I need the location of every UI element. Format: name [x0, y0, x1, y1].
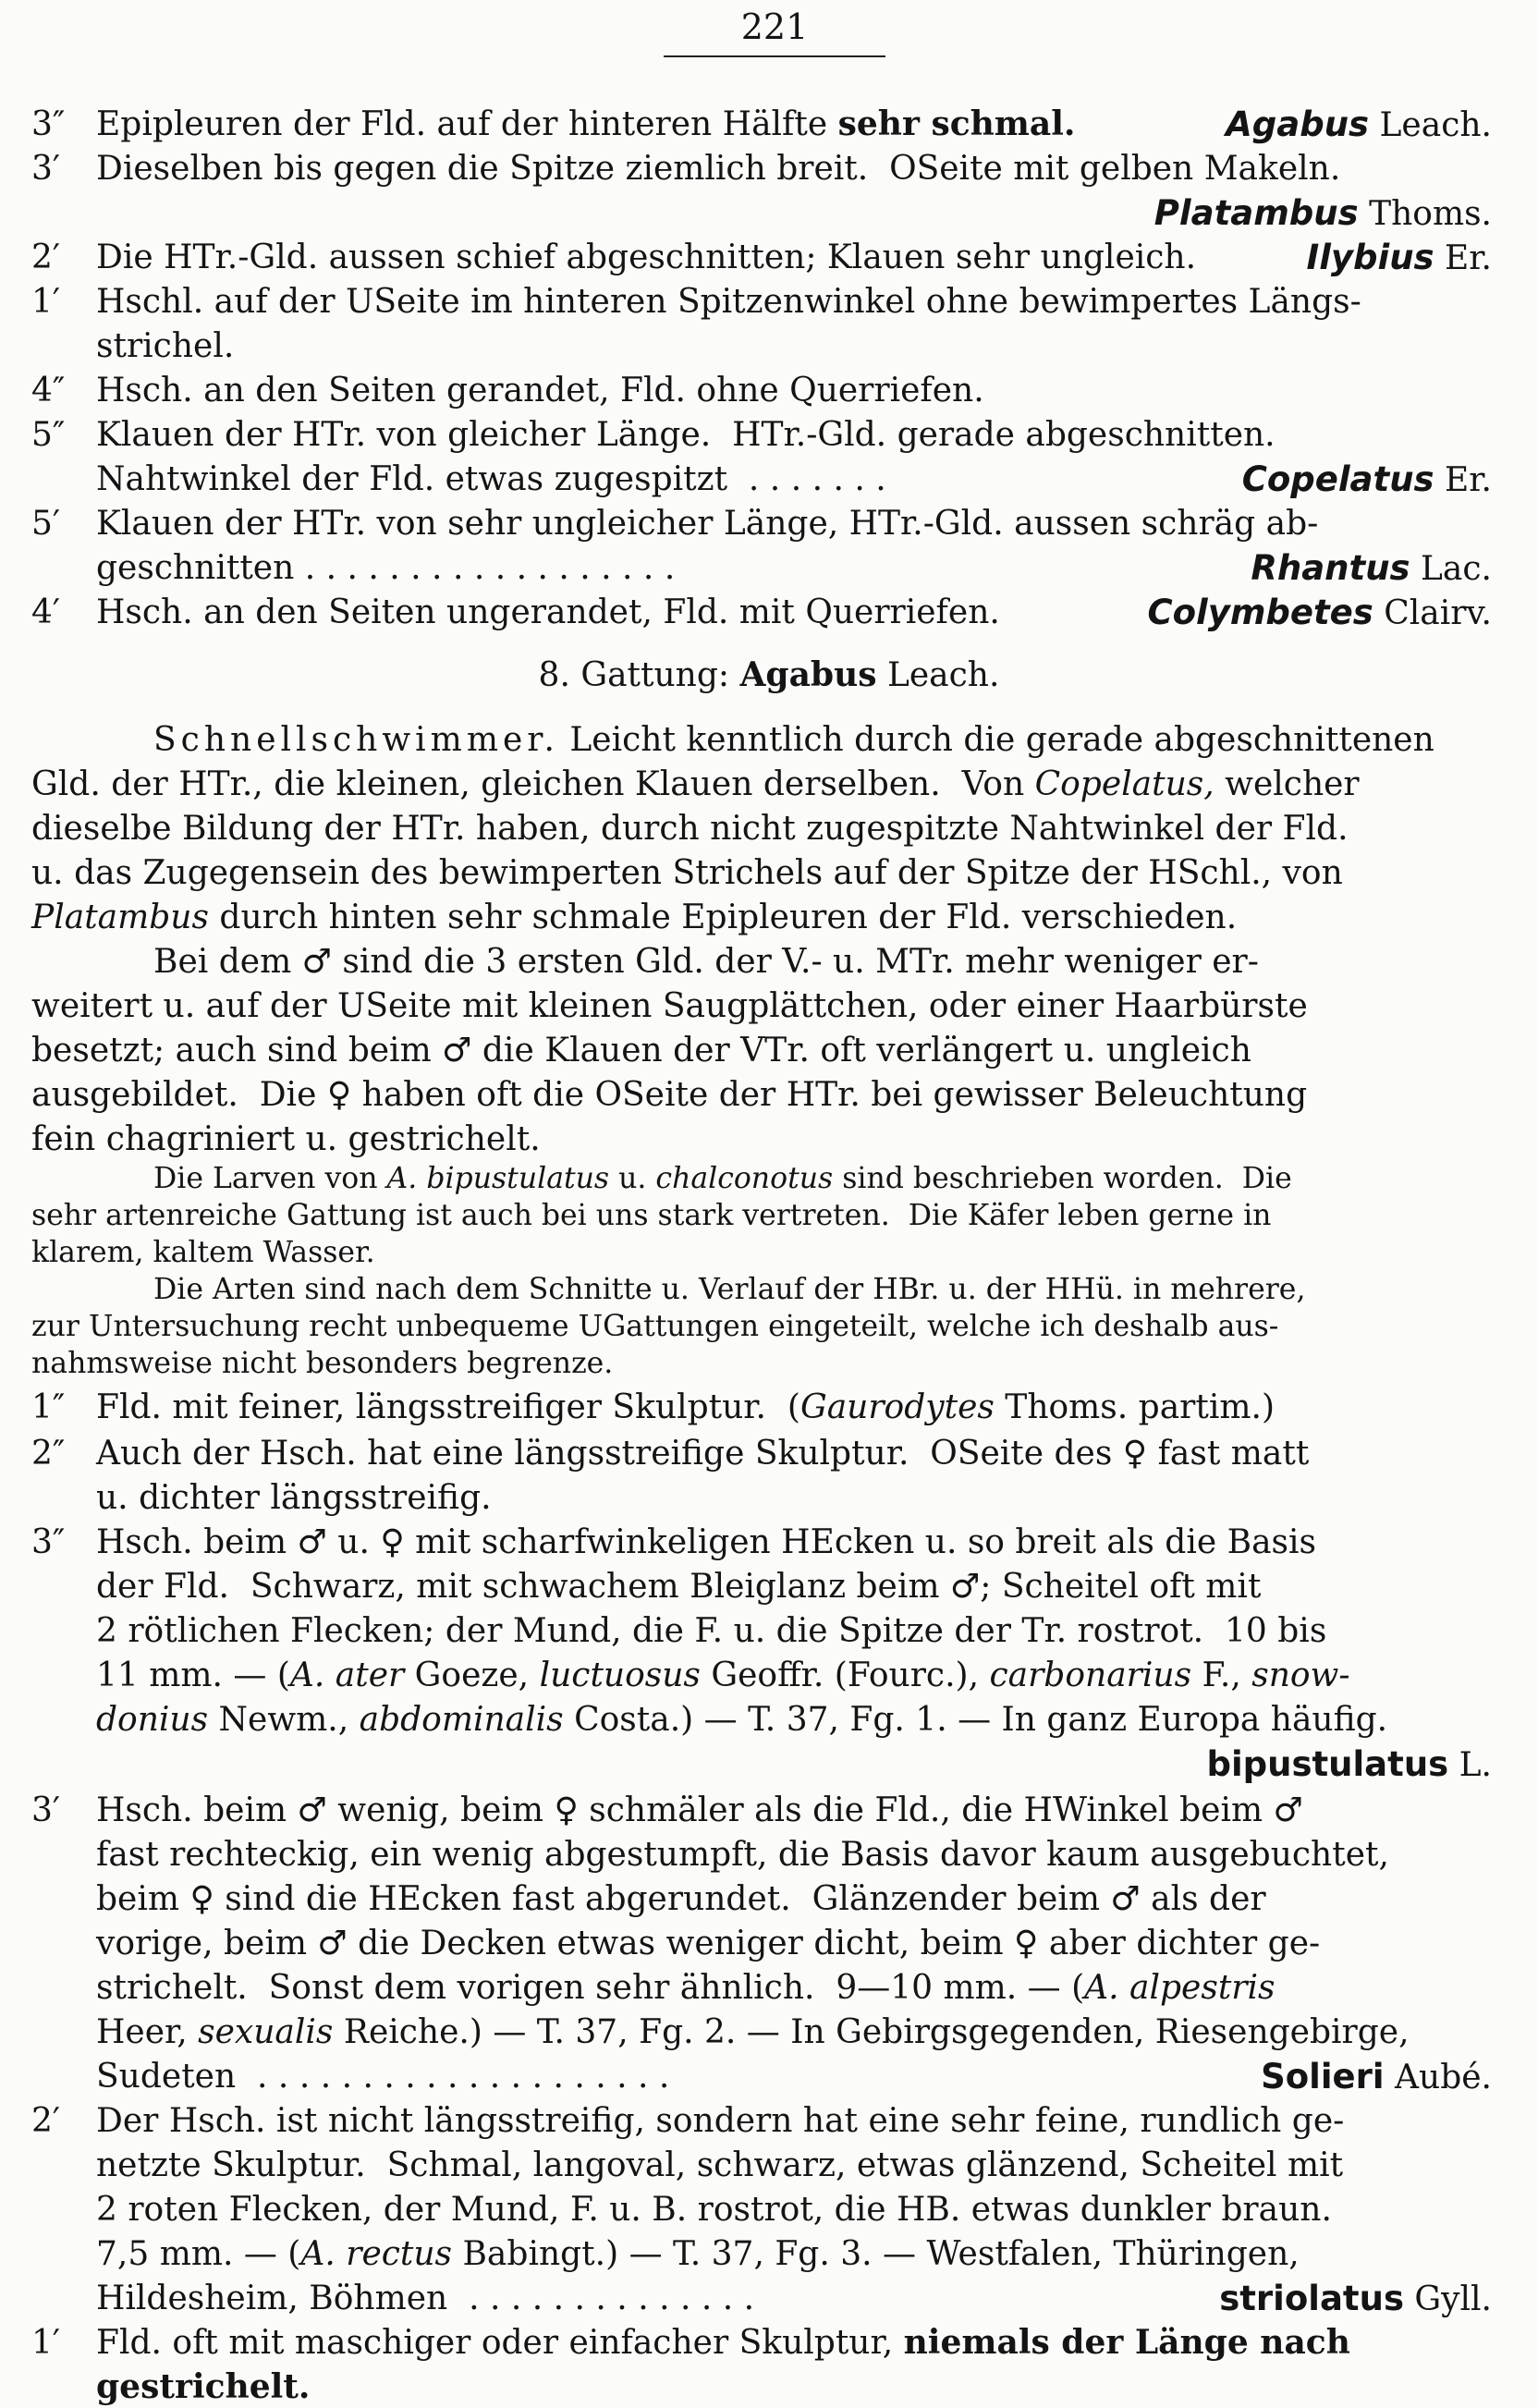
text-line: [0, 547, 1538, 589]
text-line: [0, 2145, 1538, 2186]
line-right-name: [1251, 547, 1492, 590]
text-line: [0, 503, 1538, 544]
line-text: [96, 414, 1276, 456]
text-run: Hsch. an den Seiten ungerandet, Fld. mit Querriefen.: [96, 593, 1000, 631]
text-line: [0, 2011, 1538, 2053]
text-run: Schnellschwimmer.: [153, 721, 559, 759]
text-run: zur Untersuchung recht unbequeme UGattungen eingeteilt, welche ich deshalb aus-: [31, 1310, 1279, 1343]
sex-symbol: ♂: [442, 1032, 472, 1070]
text-run: der Fld. Schwarz, mit schwachem Bleiglanz beim: [96, 1568, 950, 1606]
line-text: [31, 1118, 541, 1160]
text-run: beim: [96, 1880, 190, 1918]
text-run: Hschl. auf der USeite im hinteren Spitzenwinkel ohne bewimpertes Längs-: [96, 283, 1361, 321]
text-run: F.,: [1191, 1656, 1252, 1694]
line-right-name: [1306, 237, 1492, 279]
line-text: [31, 985, 1308, 1027]
sex-symbol: ♂: [301, 943, 332, 981]
text-run: netzte Skulptur. Schmal, langoval, schwarz, etwas glänzend, Scheitel mit: [96, 2146, 1344, 2184]
text-run: Hsch. an den Seiten gerandet, Fld. ohne Querriefen.: [96, 372, 984, 409]
text-line: [0, 414, 1538, 456]
text-run: durch hinten sehr schmale Epipleuren der Fld. verschieden.: [208, 898, 1238, 936]
text-run: 2 rötlichen Flecken; der Mund, die F. u. die Spitze der Tr. rostrot. 10 bis: [96, 1612, 1327, 1650]
line-text: [96, 1566, 1261, 1607]
key-couplet-number: 2″: [31, 1435, 66, 1473]
sex-symbol: ♀: [380, 1523, 405, 1561]
text-line: [0, 764, 1538, 805]
taxon-name: Solieri: [1261, 2057, 1385, 2096]
text-run: Fld. oft mit maschiger oder einfacher Skulptur,: [96, 2324, 904, 2362]
taxon-name: Colymbetes: [1147, 593, 1373, 632]
line-text: [96, 458, 886, 500]
text-line: [0, 1198, 1538, 1233]
line-text: [96, 148, 1340, 189]
text-run: strichelt. Sonst dem vorigen sehr ähnlich. 9—10 mm. — (: [96, 1969, 1085, 2007]
key-couplet-number: 5″: [31, 416, 66, 454]
line-text: [31, 1235, 375, 1270]
text-run: A. rectus: [300, 2235, 453, 2273]
text-line: [0, 654, 1538, 696]
line-text: [96, 2233, 1300, 2275]
text-run: Hildesheim, Böhmen . . . . . . . . . . . . . .: [96, 2280, 755, 2317]
text-run: 7,5 mm. — (: [96, 2235, 301, 2273]
text-line: [0, 1923, 1538, 1964]
text-run: klarem, kaltem Wasser.: [31, 1236, 375, 1269]
text-run: Die Larven von: [153, 1162, 387, 1195]
text-run: Fld. mit feiner, längsstreifiger Skulptur. (: [96, 1388, 800, 1426]
text-line: [0, 458, 1538, 500]
text-line: [0, 148, 1538, 189]
line-text: [96, 503, 1318, 544]
line-text: [96, 1923, 1320, 1964]
line-text: [96, 2366, 310, 2408]
text-line: [0, 1235, 1538, 1270]
text-run: Hsch. beim: [96, 1791, 298, 1829]
text-line: [0, 1030, 1538, 1071]
key-couplet-number: 1″: [31, 1388, 66, 1426]
text-run: weitert u. auf der USeite mit kleinen Saugplättchen, oder einer Haarbürste: [31, 987, 1308, 1025]
text-run: ausgebildet. Die: [31, 1076, 327, 1114]
line-text: [96, 1477, 492, 1519]
text-line: [0, 1074, 1538, 1116]
text-run: Agabus: [739, 655, 877, 694]
text-run: sehr schmal.: [837, 104, 1076, 143]
line-text: [96, 1834, 1389, 1876]
text-run: Newm.,: [208, 1701, 360, 1739]
text-line: [0, 1790, 1538, 1831]
line-text: [96, 2145, 1343, 2186]
taxon-name: Ilybius: [1306, 238, 1434, 277]
taxon-name: Agabus: [1226, 104, 1370, 144]
line-text: [96, 370, 984, 411]
text-line: [0, 104, 1538, 145]
text-run: sehr artenreiche Gattung ist auch bei uns stark vertreten. Die Käfer leben gerne in: [31, 1199, 1272, 1232]
line-text: [31, 897, 1237, 938]
text-run: L.: [1448, 1746, 1492, 1784]
text-line: [0, 2056, 1538, 2097]
sex-symbol: ♀: [1122, 1435, 1148, 1473]
text-line: [0, 897, 1538, 938]
line-text: [31, 1030, 1251, 1071]
text-run: Auch der Hsch. hat eine längsstreifige Skulptur. OSeite des: [96, 1435, 1123, 1473]
text-run: Gld. der HTr., die kleinen, gleichen Klauen derselben. Von: [31, 765, 1035, 803]
sex-symbol: ♀: [1014, 1925, 1039, 1962]
text-run: Hsch. beim: [96, 1523, 298, 1561]
text-run: Costa.) — T. 37, Fg. 1. — In ganz Europa häufig.: [563, 1701, 1388, 1739]
text-run: Babingt.) — T. 37, Fg. 3. — Westfalen, Thüringen,: [452, 2235, 1300, 2273]
text-line: [0, 1477, 1538, 1519]
text-line: [0, 1309, 1538, 1344]
taxon-name: bipustulatus: [1206, 1744, 1449, 1784]
line-text: [153, 1272, 1305, 1307]
text-run: Thoms. partim.): [994, 1388, 1275, 1426]
text-line: [0, 719, 1538, 761]
text-run: welcher: [1214, 765, 1360, 803]
line-text: [96, 547, 675, 589]
text-run: Dieselben bis gegen die Spitze ziemlich breit. OSeite mit gelben Makeln.: [96, 150, 1341, 188]
text-run: dieselbe Bildung der HTr. haben, durch nicht zugespitzte Nahtwinkel der Fld.: [31, 810, 1349, 848]
key-couplet-number: 1′: [31, 283, 61, 321]
text-run: Lac.: [1410, 550, 1492, 588]
line-text: [96, 1967, 1276, 2009]
line-text: [96, 325, 234, 367]
text-line: [0, 1346, 1538, 1381]
taxon-name: Copelatus: [1241, 459, 1434, 499]
line-text: [96, 1433, 1309, 1474]
text-run: carbonarius: [989, 1656, 1192, 1694]
text-line: [0, 1433, 1538, 1474]
line-text: [31, 764, 1360, 805]
text-line: [0, 2189, 1538, 2231]
text-run: besetzt; auch sind beim: [31, 1032, 443, 1070]
text-line: [0, 1118, 1538, 1160]
text-run: Reiche.) — T. 37, Fg. 2. — In Gebirgsgegenden, Riesengebirge,: [333, 2013, 1410, 2051]
text-run: Klauen der HTr. von sehr ungleicher Länge, HTr.-Gld. aussen schräg ab-: [96, 505, 1319, 543]
taxon-name: Platambus: [1154, 193, 1359, 233]
line-right-name: [1226, 104, 1492, 146]
text-run: u. dichter längsstreifig.: [96, 1479, 492, 1517]
key-couplet-number: 3″: [31, 105, 66, 143]
text-run: die Klauen der VTr. oft verlängert u. ungleich: [471, 1032, 1251, 1070]
key-couplet-number: 5′: [31, 505, 61, 543]
text-run: Clairv.: [1373, 594, 1492, 632]
text-line: [0, 1272, 1538, 1307]
text-run: Gyll.: [1403, 2280, 1492, 2318]
sex-symbol: ♂: [297, 1791, 327, 1829]
text-run: Goeze,: [404, 1656, 540, 1694]
text-line: [0, 325, 1538, 367]
text-run: abdominalis: [359, 1701, 564, 1739]
text-run: fein chagriniert u. gestrichelt.: [31, 1120, 541, 1158]
taxon-name: striolatus: [1219, 2279, 1404, 2318]
text-run: ; Scheitel oft mit: [980, 1568, 1262, 1606]
text-run: aber dichter ge-: [1038, 1925, 1321, 1962]
line-text: [96, 1610, 1326, 1652]
line-text: [96, 2278, 754, 2319]
line-text: [153, 1161, 1292, 1196]
line-text: [96, 237, 1196, 278]
sex-symbol: ♂: [317, 1925, 348, 1962]
line-text: [96, 2100, 1344, 2142]
text-run: Klauen der HTr. von gleicher Länge. HTr.-Gld. gerade abgeschnitten.: [96, 416, 1276, 454]
text-line: [0, 592, 1538, 633]
line-text: [96, 2056, 669, 2097]
text-run: niemals der Länge nach: [903, 2323, 1350, 2362]
text-line: [0, 1566, 1538, 1607]
text-line: [0, 237, 1538, 278]
line-text: [153, 941, 1259, 983]
line-right-name: [1219, 2278, 1492, 2320]
text-run: schmäler als die Fld., die HWinkel beim: [578, 1791, 1274, 1829]
text-run: sexualis: [198, 2013, 334, 2051]
text-run: Leicht kenntlich durch die gerade abgeschnittenen: [558, 721, 1434, 759]
line-text: [31, 1198, 1271, 1233]
text-run: A. ater: [289, 1656, 405, 1694]
text-run: u.: [609, 1162, 656, 1195]
text-run: chalconotus: [655, 1162, 834, 1195]
text-run: Er.: [1434, 461, 1492, 499]
header-rule: [664, 55, 885, 57]
text-line: [0, 192, 1538, 234]
text-run: A. alpestris: [1084, 1969, 1276, 2007]
text-run: A. bipustulatus: [386, 1162, 610, 1195]
line-text: [31, 1309, 1278, 1344]
line-right-name: [1206, 1743, 1492, 1786]
text-line: [0, 1161, 1538, 1196]
text-line: [0, 1610, 1538, 1652]
line-text: [96, 1655, 1350, 1696]
text-line: [0, 1699, 1538, 1741]
line-text: [31, 1074, 1307, 1116]
text-run: sind die HEcken fast abgerundet. Glänzender beim: [214, 1880, 1111, 1918]
sex-symbol: ♂: [297, 1523, 327, 1561]
key-couplet-number: 3′: [31, 150, 61, 188]
line-text: [96, 592, 1000, 633]
line-text: [31, 852, 1343, 894]
line-text: [96, 1699, 1387, 1741]
text-run: als der: [1140, 1880, 1266, 1918]
text-line: [0, 2233, 1538, 2275]
text-run: Epipleuren der Fld. auf der hinteren Hälfte: [96, 105, 838, 143]
text-run: vorige, beim: [96, 1925, 318, 1962]
text-line: [0, 2100, 1538, 2142]
text-run: Sudeten . . . . . . . . . . . . . . . . . . . .: [96, 2058, 670, 2096]
text-run: die Decken etwas weniger dicht, beim: [347, 1925, 1015, 1962]
text-run: Gaurodytes: [800, 1388, 995, 1426]
line-text: [31, 808, 1349, 850]
text-line: [0, 985, 1538, 1027]
text-run: u.: [326, 1523, 381, 1561]
text-run: Thoms.: [1358, 195, 1492, 233]
line-text: [96, 2322, 1350, 2364]
text-line: [0, 1743, 1538, 1785]
text-line: [0, 2366, 1538, 2408]
key-couplet-number: 2′: [31, 2102, 61, 2140]
text-run: sind die 3 ersten Gld. der V.- u. MTr. mehr weniger er-: [331, 943, 1259, 981]
text-run: Die Arten sind nach dem Schnitte u. Verlauf der HBr. u. der HHü. in mehrere,: [153, 1273, 1306, 1306]
line-text: [96, 2011, 1410, 2053]
key-couplet-number: 3′: [31, 1791, 61, 1829]
line-text: [96, 104, 1075, 145]
text-run: Der Hsch. ist nicht längsstreifig, sondern hat eine sehr feine, rundlich ge-: [96, 2102, 1345, 2140]
key-couplet-number: 3″: [31, 1523, 66, 1561]
text-line: [0, 808, 1538, 850]
sex-symbol: ♂: [949, 1568, 981, 1606]
key-couplet-number: 2′: [31, 238, 61, 276]
line-text: [96, 1878, 1266, 1920]
text-run: donius: [96, 1701, 209, 1739]
text-line: [0, 281, 1538, 323]
text-run: fast matt: [1147, 1435, 1310, 1473]
text-line: [0, 2322, 1538, 2364]
text-run: nahmsweise nicht besonders begrenze.: [31, 1347, 614, 1380]
text-run: Er.: [1434, 239, 1492, 277]
line-text: [96, 1790, 1303, 1831]
sex-symbol: ♀: [554, 1791, 579, 1829]
line-right-name: [1242, 458, 1492, 501]
text-run: 8. Gattung:: [538, 656, 740, 694]
text-run: Geoffr. (Fourc.),: [700, 1656, 990, 1694]
text-run: Nahtwinkel der Fld. etwas zugespitzt . . . . . . .: [96, 460, 886, 498]
text-line: [0, 2278, 1538, 2319]
line-text: [96, 1387, 1275, 1428]
text-line: [0, 941, 1538, 983]
text-run: 2 roten Flecken, der Mund, F. u. B. rostrot, die HB. etwas dunkler braun.: [96, 2191, 1332, 2229]
text-run: haben oft die OSeite der HTr. bei gewisser Beleuchtung: [351, 1076, 1308, 1114]
line-text: [153, 719, 1434, 761]
sex-symbol: ♂: [1110, 1880, 1141, 1918]
text-run: Aubé.: [1384, 2059, 1492, 2096]
text-run: wenig, beim: [326, 1791, 555, 1829]
text-run: Leach.: [876, 656, 1000, 694]
text-run: Heer,: [96, 2013, 199, 2051]
genus-heading: [0, 654, 1538, 696]
text-run: fast rechteckig, ein wenig abgestumpft, die Basis davor kaum ausgebuchtet,: [96, 1836, 1389, 1874]
key-couplet-number: 1′: [31, 2324, 61, 2362]
text-line: [0, 1522, 1538, 1563]
text-run: Bei dem: [153, 943, 302, 981]
text-line: [0, 1967, 1538, 2009]
line-text: [96, 281, 1361, 323]
text-line: [0, 1655, 1538, 1696]
sex-symbol: ♂: [1273, 1791, 1303, 1829]
text-line: [0, 1834, 1538, 1876]
text-run: snow-: [1251, 1656, 1350, 1694]
text-line: [0, 1387, 1538, 1428]
text-run: Leach.: [1369, 106, 1492, 144]
line-text: [96, 1522, 1316, 1563]
text-line: [0, 1878, 1538, 1920]
text-run: Die HTr.-Gld. aussen schief abgeschnitten; Klauen sehr ungleich.: [96, 238, 1197, 276]
sex-symbol: ♀: [189, 1880, 214, 1918]
taxon-name: Rhantus: [1251, 548, 1410, 588]
text-run: mit scharfwinkeligen HEcken u. so breit als die Basis: [404, 1523, 1316, 1561]
text-run: strichel.: [96, 327, 235, 365]
text-run: Platambus: [31, 898, 209, 936]
text-run: u. das Zugegensein des bewimperten Strichels auf der Spitze der HSchl., von: [31, 854, 1343, 892]
line-right-name: [1154, 192, 1492, 235]
text-run: gestrichelt.: [96, 2367, 311, 2406]
sex-symbol: ♀: [326, 1076, 352, 1114]
key-couplet-number: 4′: [31, 593, 61, 631]
text-run: luctuosus: [539, 1656, 701, 1694]
line-right-name: [1261, 2056, 1492, 2098]
text-run: geschnitten . . . . . . . . . . . . . . . . . .: [96, 549, 676, 587]
line-text: [31, 1346, 613, 1381]
text-run: sind beschrieben worden. Die: [833, 1162, 1292, 1195]
key-couplet-number: 4″: [31, 372, 66, 409]
line-text: [96, 2189, 1332, 2231]
text-run: Copelatus,: [1034, 765, 1215, 803]
page-number: 221: [740, 6, 809, 47]
line-right-name: [1147, 592, 1492, 634]
text-line: [0, 852, 1538, 894]
text-line: [0, 370, 1538, 411]
text-run: 11 mm. — (: [96, 1656, 290, 1694]
